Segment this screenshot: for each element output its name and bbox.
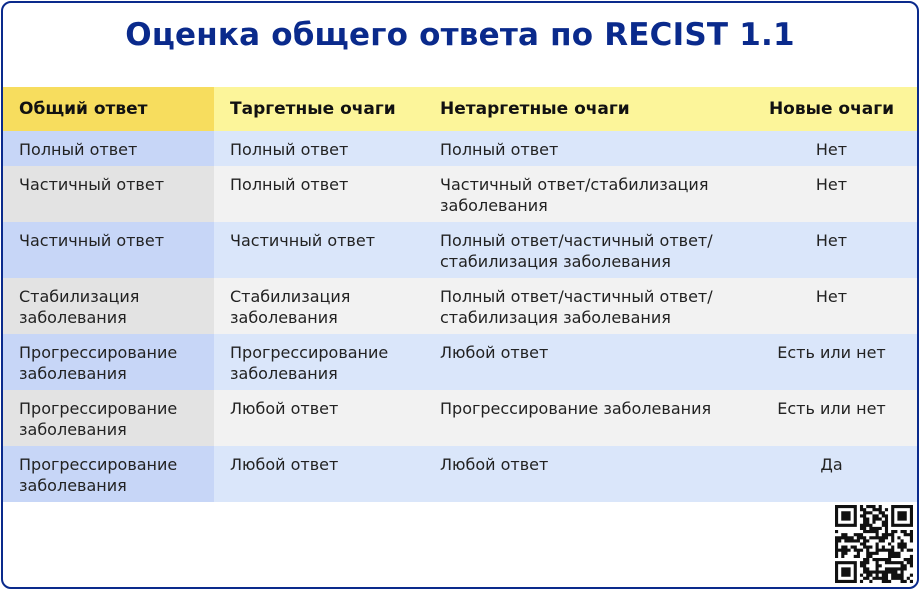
header-target-lesions: Таргетные очаги [214,87,424,131]
cell-target: Стабилизация заболевания [214,278,424,334]
cell-nontarget: Частичный ответ/стабилизация заболевания [424,166,746,222]
card-frame [1,1,919,589]
cell-nontarget: Полный ответ/частичный ответ/ стабилизация заболевания [424,222,746,278]
table-row [3,166,917,222]
cell-nontarget: Любой ответ [424,334,746,390]
cell-new: Нет [746,278,917,334]
cell-new: Да [746,446,917,502]
cell-target: Любой ответ [214,390,424,446]
cell-nontarget: Прогрессирование заболевания [424,390,746,446]
table-header-row [3,87,917,131]
recist-table [3,87,917,502]
cell-overall: Стабилизация заболевания [3,278,214,334]
qr-code-icon [835,505,913,583]
cell-new: Нет [746,222,917,278]
cell-target: Частичный ответ [214,222,424,278]
cell-overall: Прогрессирование заболевания [3,334,214,390]
cell-target: Полный ответ [214,131,424,166]
cell-target: Любой ответ [214,446,424,502]
cell-new: Нет [746,166,917,222]
cell-nontarget: Полный ответ/частичный ответ/ стабилизация заболевания [424,278,746,334]
cell-nontarget: Любой ответ [424,446,746,502]
cell-new: Есть или нет [746,390,917,446]
table-row [3,222,917,278]
cell-overall: Прогрессирование заболевания [3,390,214,446]
table-row [3,334,917,390]
cell-overall: Прогрессирование заболевания [3,446,214,502]
cell-target: Полный ответ [214,166,424,222]
table-row [3,131,917,166]
cell-overall: Частичный ответ [3,166,214,222]
header-new-lesions: Новые очаги [746,87,917,131]
header-nontarget-lesions: Нетаргетные очаги [424,87,746,131]
cell-new: Есть или нет [746,334,917,390]
cell-target: Прогрессирование заболевания [214,334,424,390]
table-row [3,390,917,446]
cell-new: Нет [746,131,917,166]
cell-overall: Частичный ответ [3,222,214,278]
header-overall-response: Общий ответ [3,87,214,131]
table-row [3,278,917,334]
table-row [3,446,917,502]
cell-overall: Полный ответ [3,131,214,166]
cell-nontarget: Полный ответ [424,131,746,166]
page-title: Оценка общего ответа по RECIST 1.1 [125,17,795,53]
